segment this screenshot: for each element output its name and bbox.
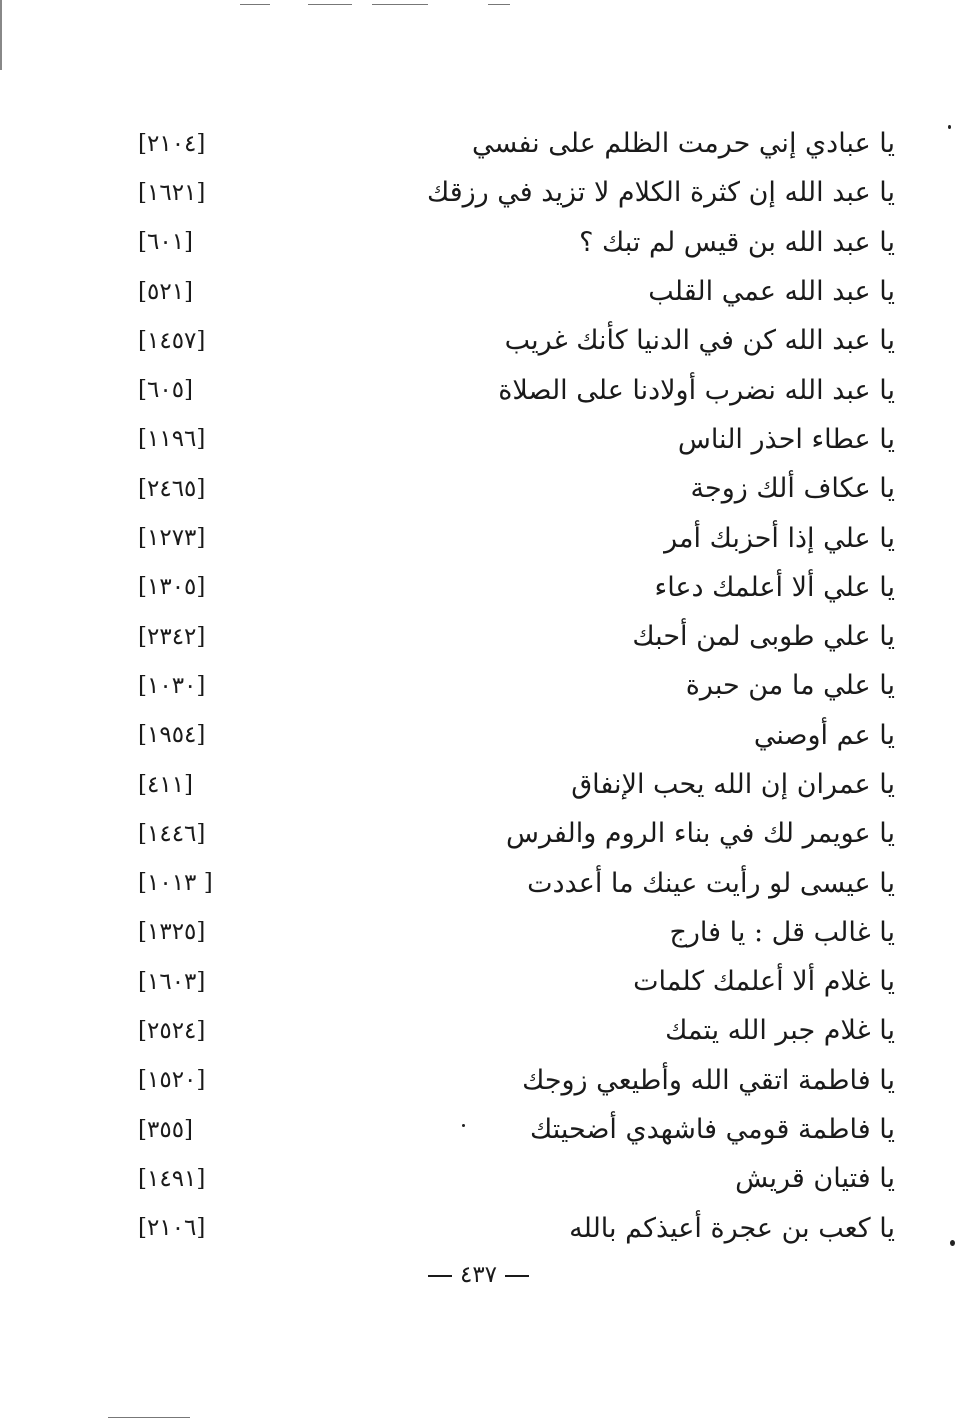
entry-text: يا عبد الله نضرب أولادنا على الصلاة: [498, 374, 895, 406]
index-entry: [130, 218, 895, 267]
entry-reference-number: [١٢٧٣]: [138, 525, 206, 552]
entry-reference-number: [٥٢١]: [138, 278, 194, 305]
index-entry: [130, 711, 895, 760]
entry-reference-number: [٢٣٤٢]: [138, 623, 206, 650]
index-entry: [130, 1056, 895, 1105]
index-entry: [130, 563, 895, 612]
entry-text: يا عطاء احذر الناس: [677, 423, 895, 455]
entry-text: يا عم أوصني: [753, 719, 895, 751]
entry-reference-number: [١٠٣٠]: [138, 672, 206, 699]
entry-text: يا علي ما من حبرة: [685, 670, 895, 702]
top-rules: [240, 4, 520, 6]
entry-text: يا فاطمة اتقي الله وأطيعي زوجك: [522, 1064, 895, 1096]
hadith-index-list: [130, 119, 895, 1253]
entry-reference-number: [١١٩٦]: [138, 426, 206, 453]
entry-reference-number: [١٦٠٣]: [138, 968, 206, 995]
bottom-rule: [108, 1417, 190, 1418]
entry-text: يا عبد الله كن في الدنيا كأنك غريب: [504, 325, 895, 357]
entry-text: يا عبد الله عمي القلب: [648, 276, 895, 308]
entry-text: يا عبد الله بن قيس لم تبك ؟: [579, 226, 895, 258]
entry-text: يا غلام ألا أعلمك كلمات: [633, 966, 895, 998]
index-entry: [130, 612, 895, 661]
page-number-dash-right: [505, 1275, 529, 1277]
entry-text: يا عبادي إني حرمت الظلم على نفسي: [471, 128, 895, 160]
entry-text: يا علي إذا أحزبك أمر: [664, 522, 895, 554]
entry-reference-number: [١٤٩١]: [138, 1165, 206, 1192]
entry-text: يا فتيان قريش: [735, 1163, 895, 1195]
page-number: [0, 1262, 957, 1288]
entry-reference-number: [١٥٢٠]: [138, 1067, 206, 1094]
entry-reference-number: [٢٤٦٥]: [138, 475, 206, 502]
index-entry: [130, 908, 895, 957]
entry-reference-number: [٦٠٥]: [138, 377, 194, 404]
scan-speck: [950, 1240, 955, 1246]
index-entry: [130, 760, 895, 809]
index-entry: [130, 809, 895, 858]
index-entry: [130, 267, 895, 316]
entry-text: يا فاطمة قومي فاشهدي أضحيتك: [529, 1114, 895, 1146]
scan-speck: [462, 1124, 465, 1127]
index-entry: [130, 316, 895, 365]
index-entry: [130, 464, 895, 513]
scan-speck: [948, 125, 951, 129]
index-entry: [130, 365, 895, 414]
entry-reference-number: [١٩٥٤]: [138, 722, 206, 749]
entry-reference-number: [٦٠١]: [138, 229, 194, 256]
index-entry: [130, 1105, 895, 1154]
entry-text: يا عويمر لك في بناء الروم والفرس: [506, 818, 895, 850]
entry-text: يا علي ألا أعلمك دعاء: [654, 571, 895, 603]
entry-text: يا علي طوبى لمن أحبك: [632, 621, 895, 653]
index-entry: [130, 858, 895, 907]
index-entry: [130, 513, 895, 562]
index-entry: [130, 957, 895, 1006]
entry-reference-number: [٤١١]: [138, 771, 194, 798]
index-entry: [130, 415, 895, 464]
index-entry: [130, 661, 895, 710]
entry-text: يا عكاف ألك زوجة: [690, 473, 895, 505]
entry-text: يا غلام جبر الله يتمك: [665, 1015, 895, 1047]
entry-reference-number: [١٣٠٥]: [138, 574, 206, 601]
page-number-dash-left: [428, 1275, 452, 1277]
entry-text: يا غالب قل : يا فارج: [669, 916, 895, 948]
index-entry: [130, 1204, 895, 1253]
index-entry: [130, 1154, 895, 1203]
entry-reference-number: [١٣٢٥]: [138, 919, 206, 946]
entry-text: يا عمران إن الله يحب الإنفاق: [571, 769, 895, 800]
entry-reference-number: [١٤٤٦]: [138, 820, 206, 847]
index-entry: [130, 168, 895, 217]
entry-text: يا عيسى لو رأيت عينك ما أعددت: [527, 867, 895, 899]
entry-text: يا كعب بن عجرة أعيذكم بالله: [569, 1212, 895, 1244]
index-entry: [130, 1006, 895, 1055]
index-entry: [130, 119, 895, 168]
entry-text: يا عبد الله إن كثرة الكلام لا تزيد في رزقك: [426, 177, 895, 209]
entry-reference-number: [١٤٥٧]: [138, 327, 206, 354]
scan-edge-line: [0, 0, 2, 70]
entry-reference-number: [١٦٢١]: [138, 179, 206, 206]
entry-reference-number: [١٠١٣ ]: [138, 870, 213, 897]
entry-reference-number: [٢١٠٤]: [138, 130, 206, 157]
entry-reference-number: [٣٥٥]: [138, 1116, 194, 1143]
entry-reference-number: [٢١٠٦]: [138, 1215, 206, 1242]
entry-reference-number: [٢٥٢٤]: [138, 1017, 206, 1044]
page-number-text: ٤٣٧: [459, 1262, 498, 1288]
